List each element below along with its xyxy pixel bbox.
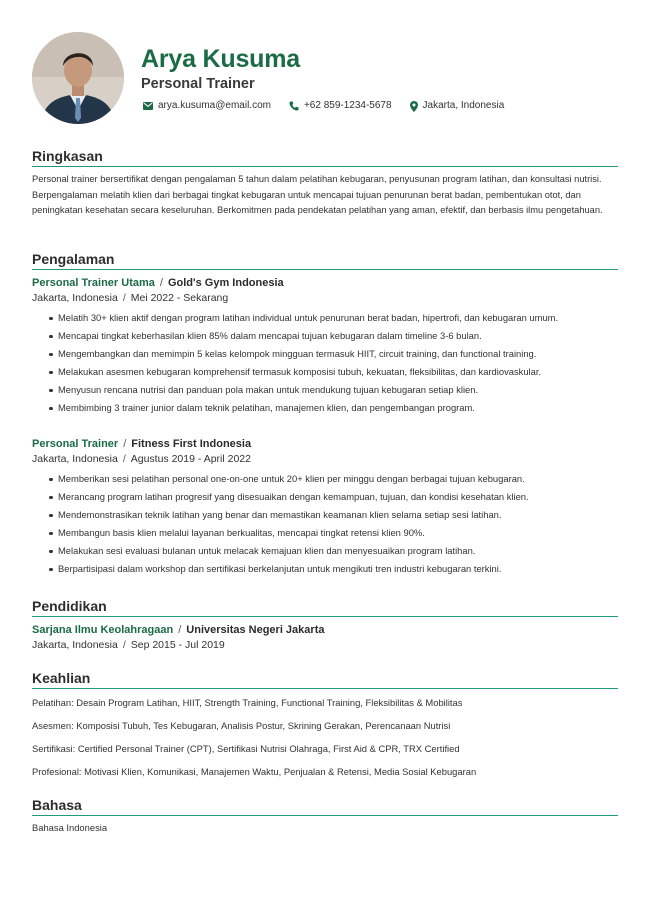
job-heading: Personal Trainer Utama / Gold's Gym Indonesia: [32, 277, 284, 289]
skill-line: Asesmen: Komposisi Tubuh, Tes Kebugaran, Analisis Postur, Skrining Gerakan, Perencanaan Nutrisi: [32, 720, 451, 731]
job-period: Mei 2022 - Sekarang: [130, 292, 229, 304]
job-entry: [32, 437, 618, 578]
job-heading: Personal Trainer / Fitness First Indonesia: [32, 438, 252, 450]
job-bullets: [32, 309, 618, 417]
job-period: Agustus 2019 - April 2022: [130, 453, 251, 465]
job-title: Personal Trainer: [32, 438, 119, 450]
education-location: Jakarta, Indonesia: [32, 639, 118, 651]
location-text: Jakarta, Indonesia: [422, 100, 505, 111]
education-meta: Jakarta, Indonesia / Sep 2015 - Jul 2019: [32, 639, 225, 651]
job-bullet: Memberikan sesi pelatihan personal one-on-one untuk 20+ klien per minggu dengan berbagai tujuan kebugaran.: [49, 470, 618, 488]
job-bullet: Melakukan asesmen kebugaran komprehensif termasuk komposisi tubuh, kekuatan, fleksibilitas, dan kardiovaskular.: [49, 363, 618, 381]
contact-location: [410, 99, 505, 113]
skill-line: Pelatihan: Desain Program Latihan, HIIT, Strength Training, Functional Training, Fleksibilitas & Mobilitas: [32, 697, 463, 708]
job-meta: Jakarta, Indonesia / Agustus 2019 - April 2022: [32, 453, 251, 465]
language-item: Bahasa Indonesia: [32, 822, 108, 833]
job-bullet: Menyusun rencana nutrisi dan panduan pola makan untuk mendukung tujuan kebugaran setiap klien.: [49, 381, 618, 399]
mail-icon: [143, 102, 153, 110]
section-title-education: Pendidikan: [32, 597, 618, 617]
job-bullet: Mengembangkan dan memimpin 5 kelas kelompok mingguan termasuk HIIT, circuit training, dan functional training.: [49, 345, 618, 363]
skill-line: Sertifikasi: Certified Personal Trainer (CPT), Sertifikasi Nutrisi Olahraga, First Aid & CPR, TRX Certified: [32, 743, 460, 754]
location-pin-icon: [410, 101, 418, 112]
education-entry: [32, 623, 618, 652]
job-company: Fitness First Indonesia: [131, 438, 252, 450]
job-bullet: Membimbing 3 trainer junior dalam teknik pelatihan, manajemen klien, dan pengembangan program.: [49, 399, 618, 417]
job-bullet: Melatih 30+ klien aktif dengan program latihan individual untuk penurunan berat badan, hipertrofi, dan kebugaran umum.: [49, 309, 618, 327]
education-section: [32, 597, 618, 652]
job-bullet: Membangun basis klien melalui layanan berkualitas, mencapai tingkat retensi klien 90%.: [49, 524, 618, 542]
job-bullet: Berpartisipasi dalam workshop dan sertifikasi berkelanjutan untuk mengikuti tren industri kebugaran terkini.: [49, 560, 618, 578]
job-location: Jakarta, Indonesia: [32, 292, 118, 304]
summary-section: [32, 147, 618, 219]
job-bullet: Merancang program latihan progresif yang disesuaikan dengan kemampuan, tujuan, dan kondisi kesehatan klien.: [49, 488, 618, 506]
job-meta: Jakarta, Indonesia / Mei 2022 - Sekarang: [32, 292, 229, 304]
experience-section: [32, 250, 618, 578]
job-bullet: Melakukan sesi evaluasi bulanan untuk melacak kemajuan klien dan menyesuaikan program latihan.: [49, 542, 618, 560]
phone-icon: [289, 101, 299, 111]
skills-section: [32, 669, 618, 779]
email-text: arya.kusuma@email.com: [158, 100, 271, 111]
summary-text: Personal trainer bersertifikat dengan pengalaman 5 tahun dalam pelatihan kebugaran, penyusunan program latihan, dan konsultasi nutrisi. Berpengalaman melatih klien dari berbagai tingkat kebugaran untuk mencapai tujuan penurunan berat badan, pembentukan otot, dan peningkatan kesehatan secara keseluruhan. Berkomitmen pada pendekatan pelatihan yang aman, efektif, dan berbasis ilmu pengetahuan.: [32, 174, 603, 215]
education-school: Universitas Negeri Jakarta: [186, 624, 325, 636]
candidate-name: Arya Kusuma: [141, 45, 300, 73]
job-bullet: Mendemonstrasikan teknik latihan yang benar dan memastikan keamanan klien selama setiap sesi latihan.: [49, 506, 618, 524]
education-heading: Sarjana Ilmu Keolahragaan / Universitas Negeri Jakarta: [32, 624, 325, 636]
skill-line: Profesional: Motivasi Klien, Komunikasi, Manajemen Waktu, Penjualan & Retensi, Media Sosial Kebugaran: [32, 766, 477, 777]
job-location: Jakarta, Indonesia: [32, 453, 118, 465]
job-entry: [32, 276, 618, 417]
section-title-experience: Pengalaman: [32, 250, 618, 270]
contact-row: [143, 99, 522, 113]
section-title-skills: Keahlian: [32, 669, 618, 689]
contact-email[interactable]: [143, 99, 271, 113]
section-title-summary: Ringkasan: [32, 147, 618, 167]
section-title-languages: Bahasa: [32, 796, 618, 816]
job-company: Gold's Gym Indonesia: [167, 277, 284, 289]
phone-text: +62 859-1234-5678: [303, 100, 392, 111]
job-title: Personal Trainer Utama: [32, 277, 155, 289]
resume-header: [32, 32, 622, 126]
candidate-role: Personal Trainer: [141, 76, 255, 92]
profile-photo: [32, 32, 124, 124]
job-bullets: [32, 470, 618, 578]
languages-section: [32, 796, 618, 835]
job-bullet: Mencapai tingkat keberhasilan klien 85% dalam mencapai tujuan kebugaran dalam timeline 3-6 bulan.: [49, 327, 618, 345]
education-period: Sep 2015 - Jul 2019: [130, 639, 225, 651]
education-degree: Sarjana Ilmu Keolahragaan: [32, 624, 174, 636]
contact-phone[interactable]: [289, 99, 392, 113]
